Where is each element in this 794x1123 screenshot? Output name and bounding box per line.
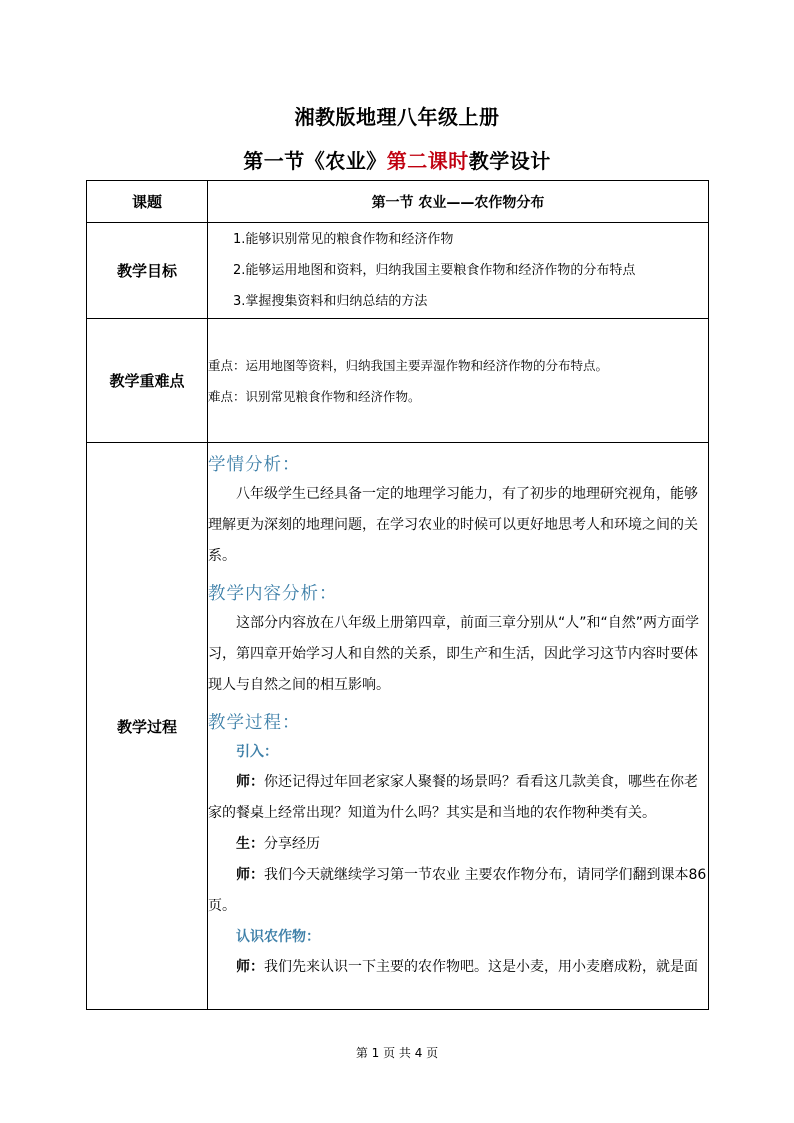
goal-item: 3.掌握搜集资料和归纳总结的方法 (233, 294, 428, 309)
speaker: 师： (236, 959, 264, 975)
keypoints-label: 教学重难点 (87, 319, 208, 443)
section-heading-student-analysis: 学情分析： (208, 455, 301, 475)
process-label: 教学过程 (87, 443, 208, 1010)
dialogue-text: 你还记得过年回老家家人聚餐的场景吗？看看这几款美食，哪些在你老家的餐桌上经常出现？知道为什么吗？其实是和当地的农作物种类有关。 (208, 774, 698, 821)
dialogue-line (208, 860, 708, 922)
keypoint-item: 重点：运用地图等资料，归纳我国主要弄湿作物和经济作物的分布特点。 (208, 357, 609, 373)
document-title: 湘教版地理八年级上册 (294, 105, 500, 129)
goals-content (208, 223, 709, 319)
section-heading-teaching-process: 教学过程： (208, 713, 301, 733)
topic-value: 第一节 农业——农作物分布 (208, 181, 709, 223)
subtitle-part-red: 第二课时 (386, 149, 469, 173)
speaker: 生： (236, 836, 264, 852)
goals-label: 教学目标 (87, 223, 208, 319)
dialogue-text: 我们今天就继续学习第一节农业 主要农作物分布，请同学们翻到课本86页。 (208, 867, 707, 914)
content-analysis-text: 这部分内容放在八年级上册第四章，前面三章分别从“人”和“自然”两方面学习，第四章开始学习人和自然的关系，即生产和生活，因此学习这节内容时要体现人与自然之间的相互影响。 (208, 615, 700, 693)
process-content (208, 443, 709, 1010)
lesson-plan-table (86, 180, 709, 1010)
subheading-introduction: 引入： (236, 744, 278, 760)
row-goals (87, 223, 709, 319)
row-topic (87, 181, 709, 223)
goal-item: 2.能够运用地图和资料，归纳我国主要粮食作物和经济作物的分布特点 (233, 263, 636, 278)
document-subtitle (0, 145, 794, 174)
row-keypoints (87, 319, 709, 443)
subtitle-part-a: 第一节《农业》 (243, 149, 387, 173)
row-process (87, 443, 709, 1010)
student-analysis-text: 八年级学生已经具备一定的地理学习能力，有了初步的地理研究视角，能够理解更为深刻的地理问题，在学习农业的时候可以更好地思考人和环境之间的关系。 (208, 486, 698, 564)
dialogue-text: 分享经历 (264, 836, 320, 852)
speaker: 师： (236, 774, 264, 790)
dialogue-line (208, 829, 708, 860)
dialogue-line (208, 952, 708, 983)
dialogue-line (208, 767, 708, 829)
topic-label: 课题 (87, 181, 208, 223)
keypoint-item: 难点：识别常见粮食作物和经济作物。 (208, 388, 421, 404)
subtitle-part-b: 教学设计 (468, 149, 551, 173)
section-heading-content-analysis: 教学内容分析： (208, 584, 338, 604)
goal-item: 1.能够识别常见的粮食作物和经济作物 (233, 232, 454, 247)
dialogue-text: 我们先来认识一下主要的农作物吧。这是小麦，用小麦磨成粉，就是面 (264, 959, 698, 975)
speaker: 师： (236, 867, 264, 883)
subheading-know-crops: 认识农作物： (236, 929, 320, 945)
keypoints-content (208, 319, 709, 443)
page-footer: 第 1 页 共 4 页 (355, 1046, 439, 1060)
